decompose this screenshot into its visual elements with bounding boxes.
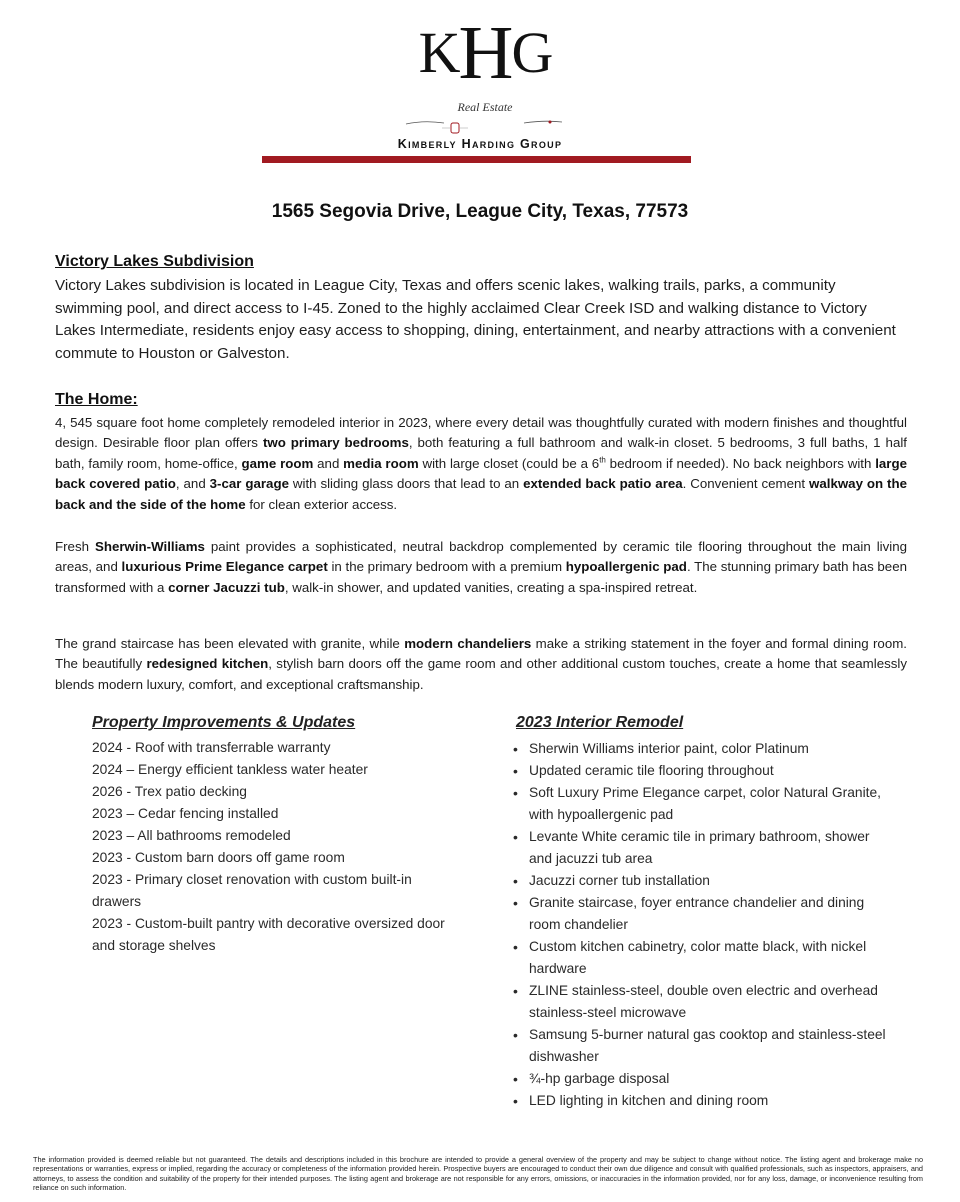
list-item: • ZLINE stainless-steel, double oven electric and overhead stainless-steel microwave (513, 980, 888, 1024)
list-item: 2023 - Primary closet renovation with custom built-in drawers (92, 872, 412, 909)
khg-logo (410, 11, 560, 115)
list-item: • Sherwin Williams interior paint, color Platinum (513, 738, 888, 760)
list-item: • Granite staircase, foyer entrance chandelier and dining room chandelier (513, 892, 888, 936)
brand-name: Kimberly Harding Group (397, 137, 563, 151)
list-item: • Jacuzzi corner tub installation (513, 870, 888, 892)
list-item: • Samsung 5-burner natural gas cooktop and stainless-steel dishwasher (513, 1024, 888, 1068)
flourish-icon (404, 118, 564, 128)
list-item: 2023 – All bathrooms remodeled (92, 828, 291, 843)
list-item: 2026 - Trex patio decking (92, 784, 247, 799)
logo-monogram: KHG (418, 11, 552, 95)
home-paragraph-1: 4, 545 square foot home completely remodeled interior in 2023, where every detail was thoughtfully curated with modern finishes and thoughtful design. Desirable floor plan offers two primary bedrooms, both featuring a full bathroom and walk-in closet. 5 bedrooms, 3 full baths, 1 half bath, family room, home-office, game room and media room with large closet (could be a 6th bedroom if needed). No back neighbors with large back covered patio, and 3-car garage with sliding glass doors that lead to an extended back patio area. Convenient cement walkway on the back and the side of the home for clean exterior access. (55, 415, 908, 512)
subdivision-heading: Victory Lakes Subdivision (55, 253, 254, 270)
list-item: 2023 - Custom-built pantry with decorative oversized door and storage shelves (92, 916, 445, 953)
list-item: • Soft Luxury Prime Elegance carpet, color Natural Granite, with hypoallergenic pad (513, 782, 888, 826)
list-item: 2023 – Cedar fencing installed (92, 806, 279, 821)
list-item: • Custom kitchen cabinetry, color matte black, with nickel hardware (513, 936, 888, 980)
property-address: 1565 Segovia Drive, League City, Texas, 77573 (271, 201, 689, 222)
remodel-heading: 2023 Interior Remodel (516, 714, 684, 731)
realtor-seal-icon (442, 122, 468, 134)
logo-tagline: Real Estate (457, 100, 513, 114)
list-item: • Levante White ceramic tile in primary bathroom, shower and jacuzzi tub area (513, 826, 888, 870)
list-item: • Updated ceramic tile flooring throughout (513, 760, 888, 782)
improvements-heading: Property Improvements & Updates (92, 714, 356, 731)
list-item: • ¾-hp garbage disposal (513, 1068, 888, 1090)
home-paragraph-2: Fresh Sherwin-Williams paint provides a sophisticated, neutral backdrop complemented by ceramic tile flooring throughout the main living areas, and luxurious Prime Elegance carpet in the primary bedroom with a premium hypoallergenic pad. The stunning primary bath has been transformed with a corner Jacuzzi tub, walk-in shower, and updated vanities, creating a spa-inspired retreat. (55, 539, 908, 595)
list-item: • LED lighting in kitchen and dining room (513, 1090, 888, 1112)
improvements-list (92, 737, 452, 957)
list-item: 2024 - Roof with transferrable warranty (92, 740, 331, 755)
subdivision-text: Victory Lakes subdivision is located in League City, Texas and offers scenic lakes, walking trails, parks, a community swimming pool, and direct access to I-45. Zoned to the highly acclaimed Clear Creek ISD and walking distance to Victory Lakes Intermediate, residents enjoy easy access to shopping, dining, entertainment, and nearby attractions with a convenient commute to Houston or Galveston. (55, 277, 896, 362)
list-item: 2023 - Custom barn doors off game room (92, 850, 345, 865)
list-item: 2024 – Energy efficient tankless water heater (92, 762, 368, 777)
remodel-list (513, 738, 888, 1112)
home-paragraph-3: The grand staircase has been elevated with granite, while modern chandeliers make a striking statement in the foyer and formal dining room. The beautifully redesigned kitchen, stylish barn doors off the game room and other additional custom touches, create a home that seamlessly blends modern luxury, comfort, and exceptional craftsmanship. (55, 636, 908, 692)
home-heading: The Home: (55, 391, 138, 408)
brand-divider (262, 156, 691, 163)
legal-disclaimer: The information provided is deemed reliable but not guaranteed. The details and descriptions included in this brochure are intended to provide a general overview of the property and may be subject to change without notice. The listing agent and brokerage make no representations or warranties, express or implied, regarding the accuracy or completeness of the information provided herein. Prospective buyers are encouraged to conduct their own due diligence and consult with qualified professionals, such as inspectors, appraisers, and attorneys, to assess the condition and suitability of the property for their intended purposes. The listing agent and brokerage are not responsible for any errors, omissions, or inaccuracies in the information provided, nor for any loss, damage, or inconvenience resulting from reliance on such information. (33, 1155, 923, 1193)
